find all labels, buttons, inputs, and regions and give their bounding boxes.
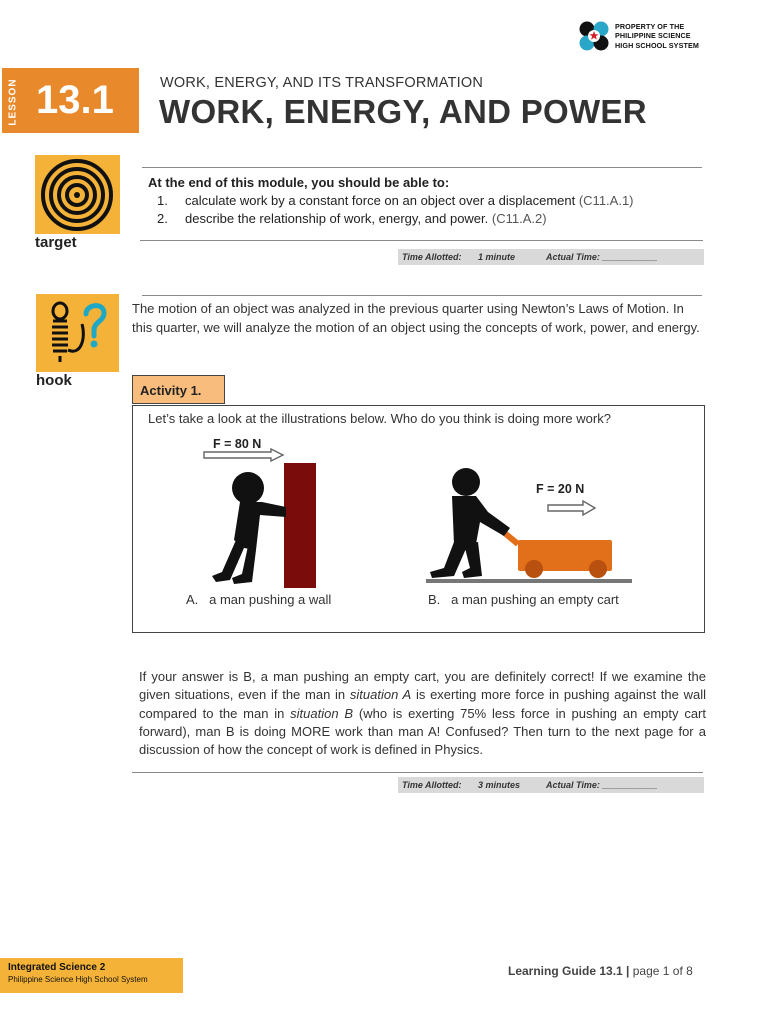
divider — [132, 772, 703, 773]
actual-time-label: Actual Time: ___________ — [546, 252, 658, 262]
objective-number: 2. — [157, 211, 168, 226]
footer-school: Philippine Science High School System — [8, 975, 148, 984]
lesson-badge — [2, 68, 139, 133]
divider — [140, 240, 703, 241]
time-allotted-value: 3 minutes — [478, 780, 521, 790]
hook-icon — [36, 294, 119, 372]
cart — [496, 526, 612, 578]
footer-page-info — [508, 964, 693, 978]
objective-text — [185, 193, 634, 208]
objective-text-main: calculate work by a constant force on an object over a displacement — [185, 193, 576, 208]
activity-tab — [132, 375, 225, 404]
competency-code: (C11.A.1) — [578, 193, 634, 208]
lesson-title: WORK, ENERGY, AND POWER — [159, 93, 647, 130]
caption-b-text: a man pushing an empty cart — [451, 592, 619, 607]
time-allotted-bar — [398, 249, 704, 265]
logo-line: PHILIPPINE SCIENCE — [615, 31, 691, 41]
target-label: target — [35, 234, 77, 251]
unit-title: WORK, ENERGY, AND ITS TRANSFORMATION — [160, 75, 484, 91]
logo-line: HIGH SCHOOL SYSTEM — [615, 40, 699, 50]
caption-a-letter: A. — [186, 592, 199, 607]
target-section-icon — [35, 155, 120, 234]
man-silhouette — [212, 472, 286, 584]
hook-label: hook — [36, 372, 72, 389]
ground-line — [426, 579, 632, 583]
hook-paragraph: The motion of an object was analyzed in the previous quarter using Newton’s Laws of Motion. In this quarter, we will analyze the motion of an object using the concepts of work, power, and energy. — [132, 301, 700, 335]
actual-time-label: Actual Time: ___________ — [546, 780, 658, 790]
objectives-heading: At the end of this module, you should be able to: — [148, 175, 450, 190]
caption-a — [186, 592, 331, 607]
objective-number: 1. — [157, 193, 168, 208]
force-label-b: F = 20 N — [536, 482, 585, 496]
target-icon — [35, 155, 120, 234]
time-allotted-bar — [398, 777, 704, 793]
activity-question: Let’s take a look at the illustrations below. Who do you think is doing more work? — [148, 411, 611, 426]
footer-course-badge — [0, 958, 183, 993]
wall — [284, 463, 316, 588]
footer-page-number: page 1 of 8 — [632, 964, 693, 978]
divider — [142, 167, 702, 168]
hook-section-icon — [36, 294, 119, 372]
man-silhouette — [430, 468, 510, 578]
activity-label: Activity 1. — [140, 383, 202, 398]
pshs-logo — [578, 20, 718, 54]
discussion-text: If your answer is B, a man pushing an empty cart, you are definitely correct! If we examine the given situations, even if the man in — [139, 669, 706, 703]
objective-text-main: describe the relationship of work, energy, and power. — [185, 211, 489, 226]
lesson-word: LESSON — [7, 78, 19, 126]
discussion-text: is exerting more force in pushing against the wall compared to the man in — [139, 687, 706, 721]
caption-a-text: a man pushing a wall — [209, 592, 332, 607]
footer-guide: Learning Guide 13.1 — [508, 964, 623, 978]
discussion-text: (who is exerting 75% less force in pushing an empty cart forward), man B is doing MORE work than man A! Confused? Then turn to the next page for a discussion of how the concept of work is defined in Physics. — [139, 705, 706, 758]
caption-b — [428, 592, 619, 607]
time-allotted-label: Time Allotted: — [402, 780, 462, 790]
footer-course: Integrated Science 2 — [8, 962, 106, 973]
time-allotted-label: Time Allotted: — [402, 252, 462, 262]
objective-text — [185, 211, 547, 226]
man-pushing-wall-illustration — [204, 460, 324, 590]
caption-b-letter: B. — [428, 592, 441, 607]
divider — [142, 295, 702, 296]
time-allotted-value: 1 minute — [478, 252, 516, 262]
man-pushing-cart-illustration — [424, 464, 634, 586]
competency-code: (C11.A.2) — [491, 211, 547, 226]
pshs-seal-icon — [578, 20, 610, 52]
force-label-a: F = 80 N — [213, 437, 262, 451]
logo-line: PROPERTY OF THE — [615, 22, 685, 31]
discussion-paragraph — [139, 668, 706, 759]
lesson-number: 13.1 — [36, 78, 114, 122]
discussion-emphasis: situation B — [290, 705, 354, 721]
logo-text — [615, 22, 699, 50]
discussion-emphasis: situation A — [349, 687, 412, 703]
footer-separator: | — [626, 964, 630, 978]
